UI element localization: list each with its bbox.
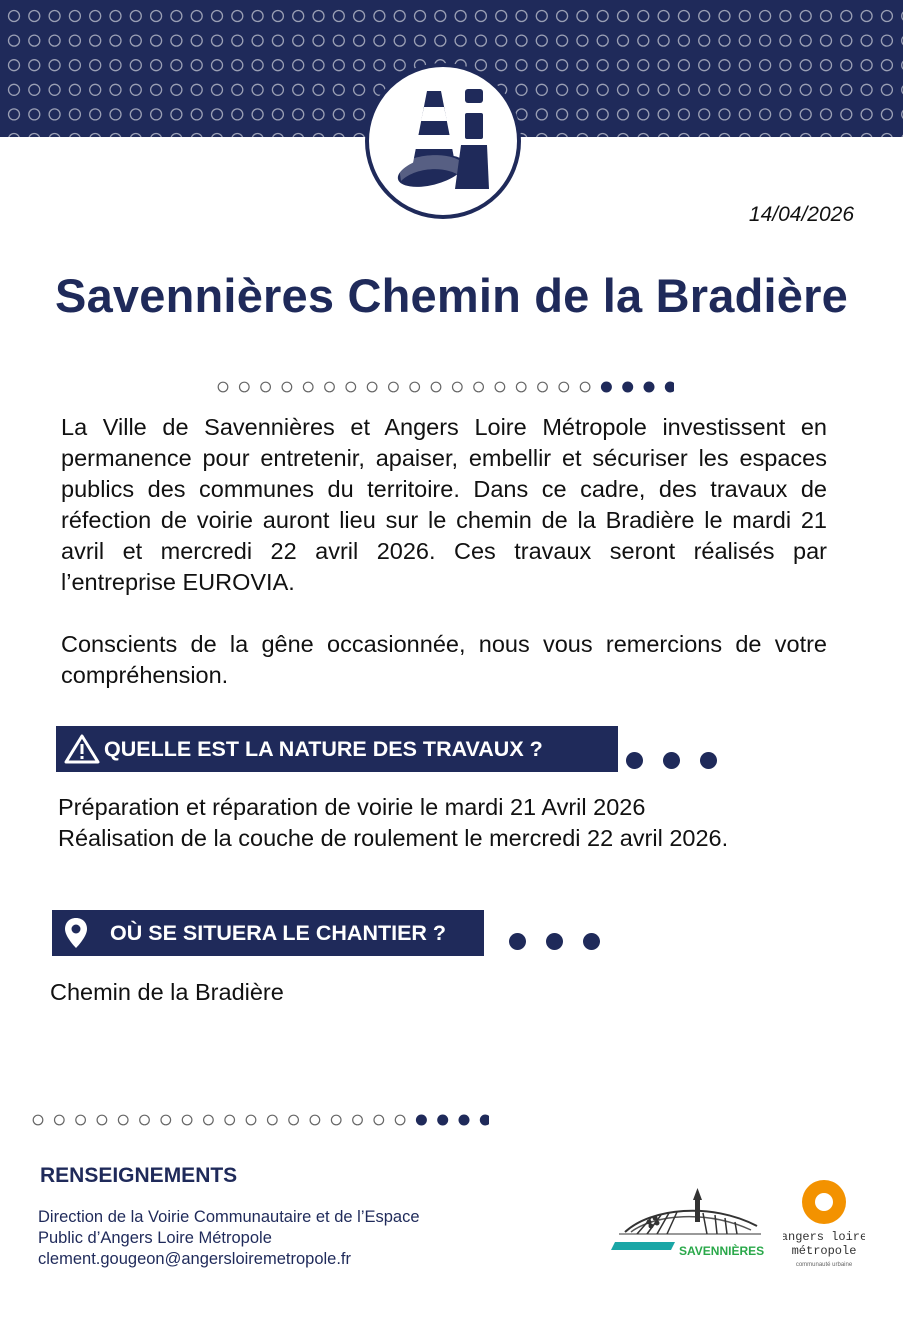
section-nature-heading (56, 726, 618, 772)
page-title: Savennières Chemin de la Bradière (55, 269, 848, 322)
intro-text (61, 412, 827, 691)
info-title: RENSEIGNEMENTS (40, 1164, 238, 1187)
warning-icon (64, 734, 100, 764)
info-contact (38, 1207, 420, 1270)
roadworks-logo (365, 63, 521, 219)
section-nature-dots (626, 752, 717, 769)
map-pin-icon (64, 917, 88, 949)
section-location-heading (52, 910, 484, 956)
section-nature-title: QUELLE EST LA NATURE DES TRAVAUX ? (104, 736, 543, 761)
angers-loire-metropole-logo (783, 1178, 865, 1278)
alm-logo-line2: métropole (791, 1244, 857, 1258)
nature-line-2: Réalisation de la couche de roulement le mercredi 22 avril 2026. (58, 825, 729, 851)
info-line-1: Direction de la Voirie Communautaire et de l’Espace (38, 1208, 420, 1226)
savennieres-logo-text: SAVENNIÈRES (679, 1244, 765, 1258)
section-nature-text (58, 792, 728, 854)
alm-logo-line1: angers loire (783, 1230, 865, 1244)
info-email[interactable]: clement.gougeon@angersloiremetropole.fr (38, 1250, 352, 1268)
publication-date: 14/04/2026 (748, 203, 854, 226)
decorative-dots-top (214, 377, 674, 397)
section-location-title: OÙ SE SITUERA LE CHANTIER ? (110, 920, 447, 945)
section-location-dots (509, 933, 600, 950)
traffic-cone-icon (391, 85, 495, 201)
decorative-dots-bottom (29, 1110, 489, 1130)
nature-line-1: Préparation et réparation de voirie le mardi 21 Avril 2026 (58, 794, 646, 820)
savennieres-logo (611, 1188, 775, 1270)
intro-paragraph-2: Conscients de la gêne occasionnée, nous vous remercions de votre compréhension. (61, 631, 827, 688)
intro-paragraph-1: La Ville de Savennières et Angers Loire Métropole investissent en permanence pour entretenir, apaiser, embellir et sécuriser les espaces publics des communes du territoire. Dans ce cadre, des travaux de réfection de voirie auront lieu sur le chemin de la Bradière le mardi 21 avril et mercredi 22 avril 2026. Ces travaux seront réalisés par l’entreprise EUROVIA. (61, 414, 827, 595)
section-location-text: Chemin de la Bradière (50, 979, 284, 1005)
alm-logo-line3: communauté urbaine (795, 1262, 853, 1268)
info-line-2: Public d’Angers Loire Métropole (38, 1229, 272, 1247)
